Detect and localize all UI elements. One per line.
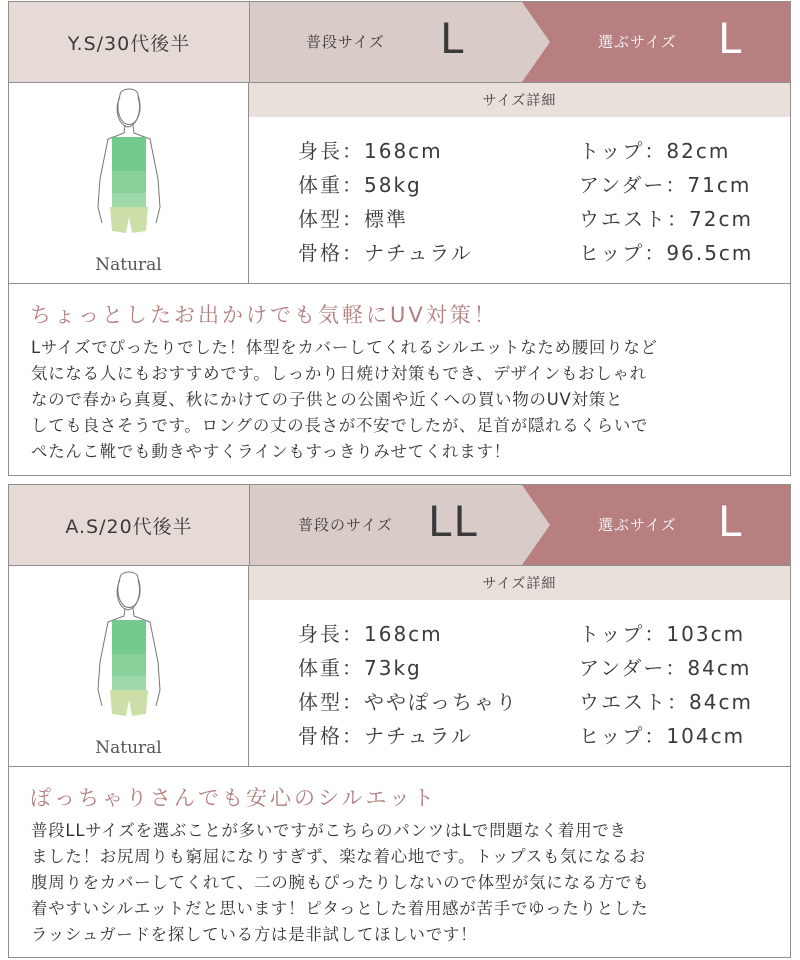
comment-title: ぽっちゃりさんでも安心のシルエット — [30, 786, 438, 810]
figure-caption: Natural — [95, 255, 162, 275]
spec-under: アンダー：84cm — [579, 656, 752, 680]
reviewer-name: A.S/20代後半 — [9, 485, 250, 565]
usual-size-label: 普段のサイズ — [298, 516, 393, 534]
spec-hip: ヒップ：104cm — [579, 724, 746, 748]
figure-caption: Natural — [95, 738, 162, 758]
comment-line: ぺたんこ靴でも動きやすくラインもすっきりみせてくれます！ — [31, 442, 511, 461]
chosen-size-label: 選ぶサイズ — [598, 516, 677, 534]
comment-line: 着やすいシルエットだと思います！ピタっとした着用感が苦手でゆったりとした — [31, 899, 649, 918]
spec-body-type: 体型：ややぽっちゃり — [298, 690, 518, 714]
comment-line: なので春から真夏、秋にかけての子供との公園や近くへの買い物のUV対策と — [31, 390, 624, 409]
body-shape-illustration — [84, 87, 174, 255]
spec-waist: ウエスト：72cm — [579, 207, 753, 231]
size-header — [9, 2, 790, 83]
chosen-size-value: L — [718, 497, 742, 546]
usual-size-label: 普段サイズ — [306, 33, 385, 51]
size-detail-heading: サイズ詳細 — [249, 83, 790, 117]
comment-body — [31, 818, 771, 948]
spec-frame: 骨格：ナチュラル — [298, 241, 473, 265]
review-card-1 — [8, 1, 791, 476]
chosen-size-label: 選ぶサイズ — [598, 33, 677, 51]
spec-hip: ヒップ：96.5cm — [579, 241, 754, 265]
spec-weight: 体重：58kg — [298, 173, 422, 197]
spec-top: トップ：82cm — [579, 139, 731, 163]
comment-line: しても良さそうです。ロングの丈の長さが不安でしたが、足首が隠れるくらいで — [31, 416, 649, 435]
usual-size-cell — [250, 2, 550, 82]
usual-size-value: L — [440, 14, 466, 63]
spec-waist: ウエスト：84cm — [579, 690, 753, 714]
chosen-size-cell — [522, 485, 790, 565]
review-card-2 — [8, 484, 791, 958]
body-figure — [9, 566, 249, 766]
comment-line: ました！お尻周りも窮屈になりすぎず、楽な着心地です。トップスも気になるお — [31, 847, 647, 866]
comment-line: 腹周りをカバーしてくれて、二の腕もぴったりしないので体型が気になる方でも — [31, 873, 650, 892]
size-detail-heading: サイズ詳細 — [249, 566, 790, 600]
spec-top: トップ：103cm — [579, 622, 746, 646]
usual-size-cell — [250, 485, 550, 565]
spec-body-type: 体型：標準 — [298, 207, 408, 231]
body-shape-illustration — [84, 570, 174, 738]
spec-height: 身長：168cm — [298, 139, 443, 163]
size-header — [9, 485, 790, 566]
spec-weight: 体重：73kg — [298, 656, 422, 680]
chosen-size-value: L — [718, 14, 742, 63]
comment-line: 気になる人にもおすすめです。しっかり日焼け対策もでき、デザインもおしゃれ — [31, 364, 647, 383]
comment-line: ラッシュガードを探している方は是非試してほしいです！ — [31, 925, 478, 944]
comment-line: Lサイズでぴったりでした！体型をカバーしてくれるシルエットなため腰回りなど — [31, 338, 658, 357]
usual-size-value: LL — [428, 497, 479, 546]
size-details-row — [9, 566, 790, 767]
reviewer-name: Y.S/30代後半 — [9, 2, 250, 82]
comment-body — [31, 335, 771, 465]
spec-frame: 骨格：ナチュラル — [298, 724, 473, 748]
size-details-row — [9, 83, 790, 284]
spec-height: 身長：168cm — [298, 622, 443, 646]
comment-line: 普段LLサイズを選ぶことが多いですがこちらのパンツはLで問題なく着用でき — [31, 821, 627, 840]
spec-under: アンダー：71cm — [579, 173, 752, 197]
body-figure — [9, 83, 249, 283]
comment-title: ちょっとしたお出かけでも気軽にUV対策！ — [30, 303, 498, 327]
chosen-size-cell — [522, 2, 790, 82]
